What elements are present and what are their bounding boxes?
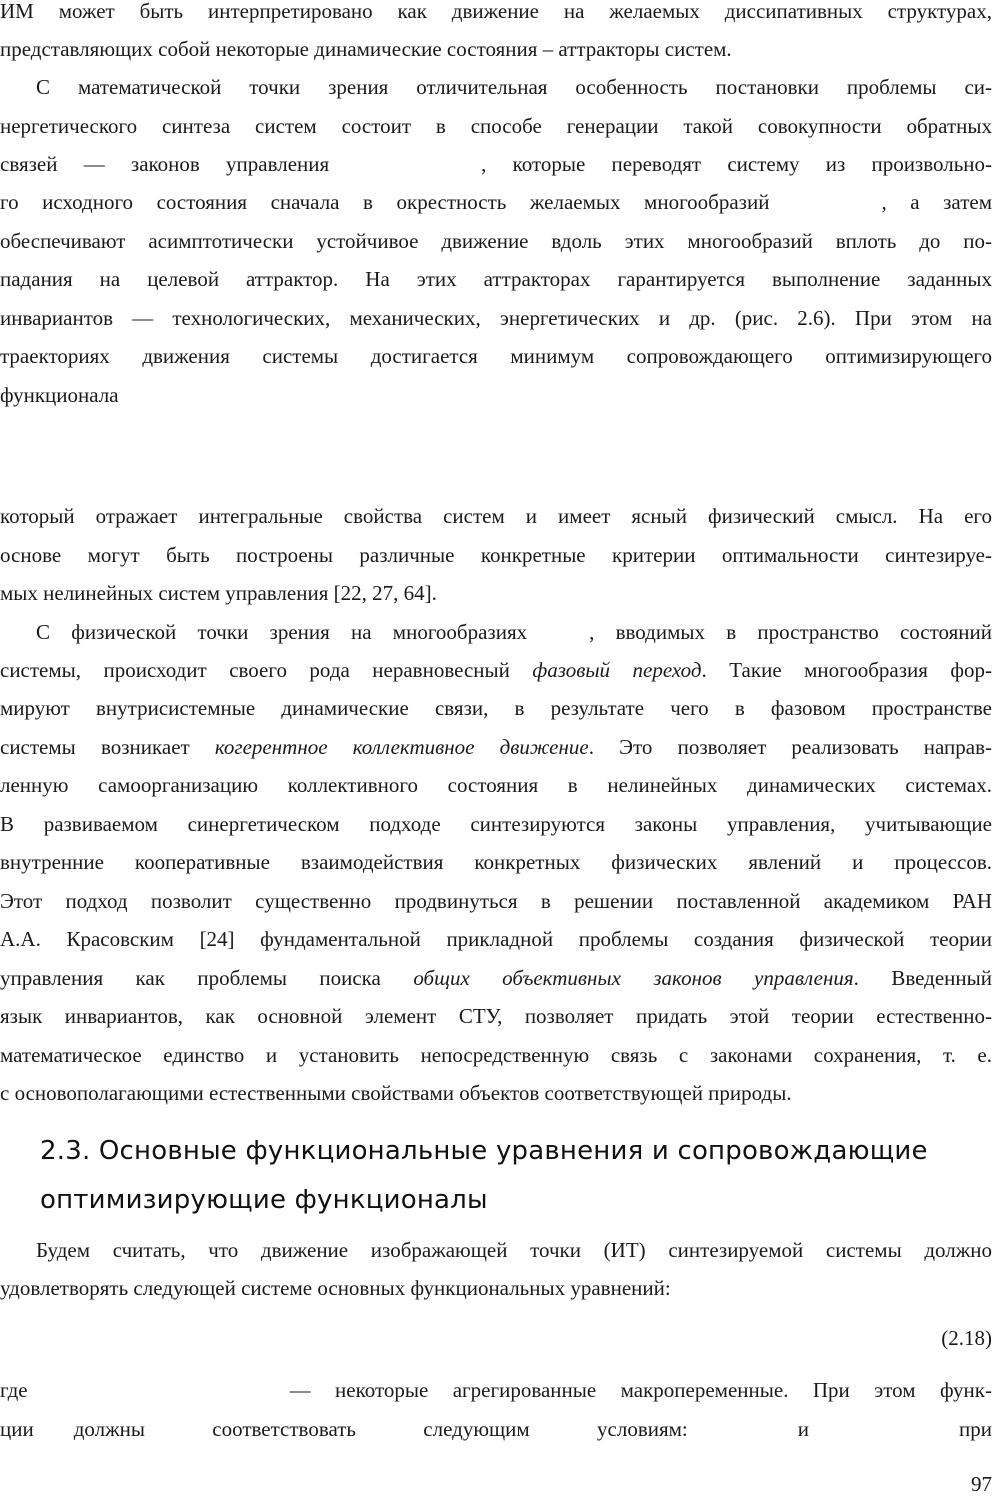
text-line: функционала: [0, 383, 119, 407]
text-line: нергетического синтеза систем состоит в способе генерации такой совокупности обратных: [0, 114, 992, 138]
text-span: должны соответствовать следующим условиям:: [73, 1417, 688, 1441]
text-line: мируют внутрисистемные динамические связи, в результате чего в фазовом пространстве: [0, 696, 992, 720]
text-line: [0, 1414, 992, 1444]
text-line: внутренние кооперативные взаимодействия конкретных физических явлений и процессов.: [0, 850, 992, 874]
text-line: траекториях движения системы достигается минимум сопровождающего оптимизирующего: [0, 344, 992, 368]
text-line: Будем считать, что движение изображающей точки (ИТ) синтезируемой системы должно: [36, 1238, 992, 1262]
text-line: математическое единство и установить непосредственную связь с законами сохранения, т. е.: [0, 1043, 992, 1067]
text-line: представляющих собой некоторые динамические состояния – аттракторы систем.: [0, 37, 732, 61]
text-span: системы возникает: [0, 735, 190, 759]
text-line: В развиваемом синергетическом подходе синтезируются законы управления, учитывающие: [0, 812, 992, 836]
text-line: язык инвариантов, как основной элемент СТУ, позволяет придать этой теории естественно-: [0, 1004, 992, 1028]
text-span: . Такие многообразия фор-: [701, 658, 992, 682]
section-heading: 2.3. Основные функциональные уравнения и сопровождающие: [40, 1136, 928, 1166]
text-line: [0, 732, 992, 762]
text-span: где: [0, 1378, 28, 1402]
text-line: который отражает интегральные свойства систем и имеет ясный физический смысл. На его: [0, 504, 992, 528]
text-span: при: [959, 1417, 992, 1441]
text-line: мых нелинейных систем управления [22, 27, 64].: [0, 581, 437, 605]
text-line: удовлетворять следующей системе основных функциональных уравнений:: [0, 1276, 671, 1300]
page-number: 97: [971, 1472, 992, 1496]
text-line: [0, 1375, 992, 1405]
text-span: , вводимых в пространство состояний: [589, 620, 992, 644]
text-line: падания на целевой аттрактор. На этих аттракторах гарантируется выполнение заданных: [0, 267, 992, 291]
text-span: ции: [0, 1417, 34, 1441]
text-span: , которые переводят систему из произвольно-: [481, 152, 992, 176]
italic-term: когерентное коллективное движение: [214, 735, 589, 759]
text-line: [0, 187, 992, 217]
text-line: [36, 617, 992, 647]
text-line: ленную самоорганизацию коллективного состояния в нелинейных динамических системах.: [0, 773, 992, 797]
text-span: . Введенный: [853, 966, 992, 990]
text-line: обеспечивают асимптотически устойчивое движение вдоль этих многообразий вплоть до по-: [0, 229, 992, 253]
text-line: С математической точки зрения отличительная особенность постановки проблемы си-: [36, 75, 992, 99]
text-line: [0, 655, 992, 685]
text-line: с основополагающими естественными свойствами объектов соответствующей природы.: [0, 1081, 792, 1105]
italic-term: общих объективных законов управления: [413, 966, 854, 990]
text-span: — некоторые агрегированные макропеременные. При этом функ-: [289, 1378, 992, 1402]
text-line: инвариантов — технологических, механических, энергетических и др. (рис. 2.6). При этом на: [0, 306, 992, 330]
text-line: ИМ может быть интерпретировано как движение на желаемых диссипативных структурах,: [0, 0, 992, 23]
text-span: . Это позволяет реализовать направ-: [588, 735, 992, 759]
italic-term: фазовый переход: [532, 658, 702, 682]
text-line: Этот подход позволит существенно продвинуться в решении поставленной академиком РАН: [0, 889, 992, 913]
equation-number: (2.18): [941, 1326, 992, 1350]
text-span: и: [797, 1417, 810, 1441]
text-span: го исходного состояния сначала в окрестность желаемых многообразий: [0, 190, 770, 214]
text-line: основе могут быть построены различные конкретные критерии оптимальности синтезируе-: [0, 543, 992, 567]
text-span: управления как проблемы поиска: [0, 966, 381, 990]
text-line: А.А. Красовским [24] фундаментальной прикладной проблемы создания физической теории: [0, 927, 992, 951]
text-span: связей — законов управления: [0, 152, 330, 176]
text-line: [0, 149, 992, 179]
text-span: системы, происходит своего рода неравновесный: [0, 658, 510, 682]
section-heading: оптимизирующие функционалы: [40, 1185, 488, 1215]
text-line: [0, 963, 992, 993]
text-span: С физической точки зрения на многообразиях: [36, 620, 528, 644]
text-span: , а затем: [881, 190, 992, 214]
